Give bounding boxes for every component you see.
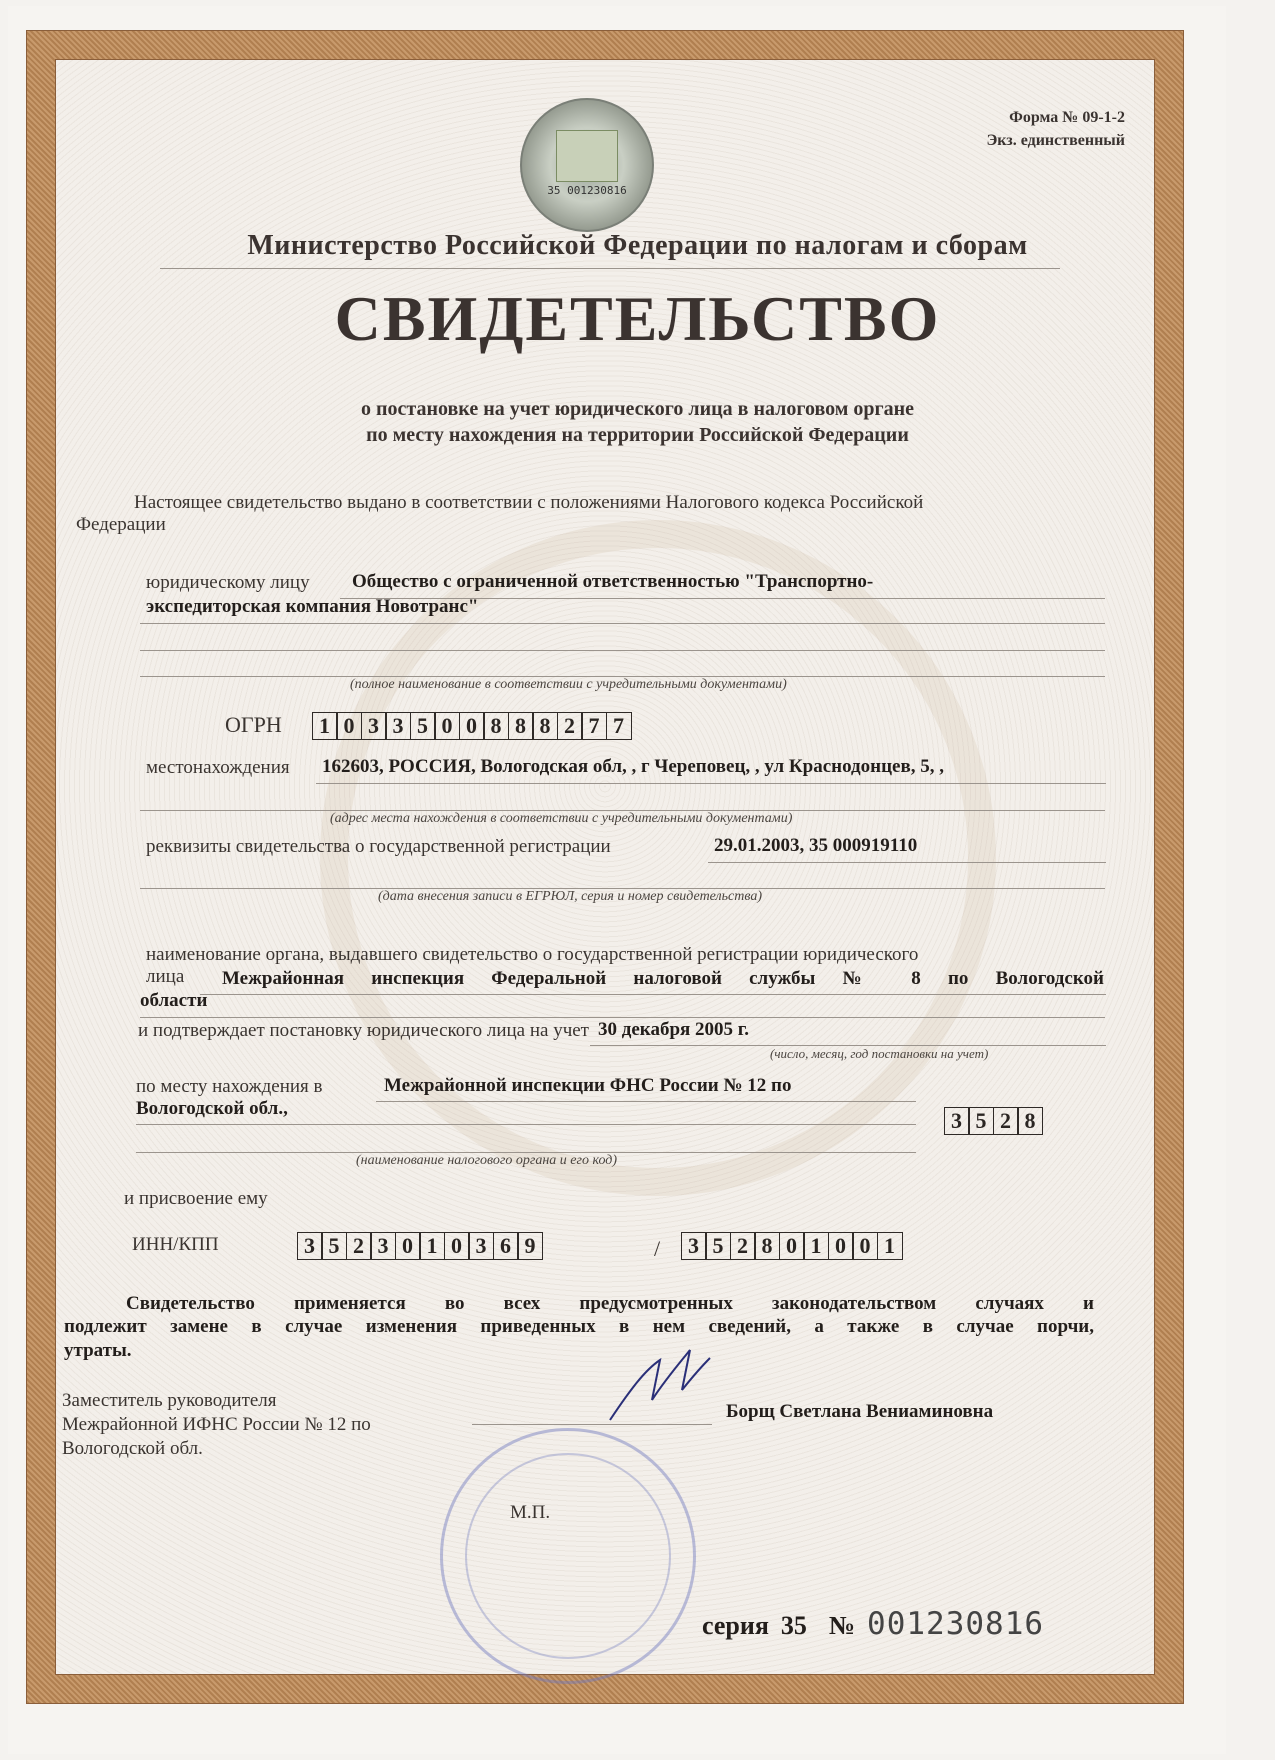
inn-digit-7: 3 (468, 1232, 494, 1260)
tax-office-hint: (наименование налогового органа и его код) (356, 1153, 618, 1168)
ogrn-digit-8: 8 (508, 712, 534, 740)
kpp-digit-5: 1 (803, 1232, 829, 1260)
ministry-name: Министерство Российской Федерации по налогам и сборам (247, 230, 1028, 261)
ogrn-digit-10: 2 (557, 712, 583, 740)
ministry-underline (160, 268, 1060, 269)
hologram-image (556, 130, 618, 182)
ogrn-digit-4: 5 (410, 712, 436, 740)
kpp-digit-7: 0 (852, 1232, 878, 1260)
tax-office-code (945, 1107, 1043, 1135)
tax-office-line-2 (136, 1124, 916, 1125)
kpp-digits (682, 1232, 903, 1260)
inn-digit-2: 2 (346, 1232, 372, 1260)
ogrn-digit-5: 0 (434, 712, 460, 740)
registration-hint: (дата внесения записи в ЕГРЮЛ, серия и номер свидетельства) (378, 889, 762, 904)
inn-digit-1: 5 (321, 1232, 347, 1260)
kpp-digit-2: 2 (730, 1232, 756, 1260)
tax-office-value-2: Вологодской обл., (136, 1098, 288, 1119)
tax-registration-label: и подтверждает постановку юридического лица на учет (138, 1020, 589, 1041)
tax-office-code-digit-0: 3 (944, 1107, 970, 1135)
notice-line-1: Свидетельство применяется во всех предусмотренных законодательством случаях и (126, 1293, 1094, 1314)
tax-office-line-1 (376, 1101, 916, 1102)
entity-name-line-1: Общество с ограниченной ответственностью "Транспортно- (352, 571, 874, 592)
issuing-body-line-1 (200, 994, 1106, 995)
signatory-position-2: Межрайонной ИФНС России № 12 по (62, 1414, 371, 1435)
signatory-position-1: Заместитель руководителя (62, 1390, 277, 1411)
intro-line-1: Настоящее свидетельство выдано в соответствии с положениями Налогового кодекса Российской (134, 492, 924, 513)
ogrn-digits (313, 712, 632, 740)
copy-note: Экз. единственный (986, 132, 1125, 149)
inn-digit-9: 9 (517, 1232, 543, 1260)
inn-digit-4: 0 (395, 1232, 421, 1260)
issuing-body-label-2: лица (146, 966, 185, 987)
ogrn-digit-12: 7 (606, 712, 632, 740)
tax-office-code-digit-2: 2 (993, 1107, 1019, 1135)
location-value: 162603, РОССИЯ, Вологодская обл, , г Череповец, , ул Краснодонцев, 5, , (322, 756, 944, 777)
tax-office-value-1: Межрайонной инспекции ФНС России № 12 по (384, 1075, 792, 1096)
tax-registration-hint: (число, месяц, год постановки на учет) (770, 1046, 989, 1061)
series-number: 35 (780, 1611, 807, 1640)
signature (590, 1340, 720, 1430)
kpp-digit-6: 0 (828, 1232, 854, 1260)
ogrn-label: ОГРН (225, 712, 282, 737)
inn-digits (298, 1232, 543, 1260)
registration-value: 29.01.2003, 35 000919110 (714, 835, 918, 856)
issuing-body-label-1: наименование органа, выдавшего свидетельство о государственной регистрации юридического (146, 944, 919, 965)
series-label: серия (702, 1611, 769, 1640)
form-number-block (986, 106, 1125, 152)
inn-digit-5: 1 (419, 1232, 445, 1260)
tax-office-label: по месту нахождения в (136, 1076, 323, 1097)
kpp-digit-4: 0 (779, 1232, 805, 1260)
intro-line-2: Федерации (76, 514, 166, 535)
location-line-1 (316, 783, 1106, 784)
ogrn-digit-9: 8 (532, 712, 558, 740)
inn-digit-8: 6 (493, 1232, 519, 1260)
notice-line-2: подлежит замене в случае изменения приведенных в нем сведений, а также в случае порчи, (64, 1316, 1094, 1337)
entity-label: юридическому лицу (146, 572, 310, 593)
tax-registration-date: 30 декабря 2005 г. (598, 1019, 750, 1040)
subtitle-line-1: о постановке на учет юридического лица в налоговом органе (361, 398, 914, 420)
ogrn-digit-7: 8 (483, 712, 509, 740)
issuing-body-line-2 (140, 1017, 1105, 1018)
subtitle-line-2: по месту нахождения на территории Российской Федерации (366, 424, 909, 446)
tax-office-code-digit-3: 8 (1017, 1107, 1043, 1135)
entity-line-3 (140, 650, 1105, 651)
inn-digit-3: 3 (370, 1232, 396, 1260)
location-label: местонахождения (146, 757, 290, 778)
document-title: СВИДЕТЕЛЬСТВО (334, 283, 941, 354)
hologram-seal (520, 98, 654, 232)
ogrn-digit-6: 0 (459, 712, 485, 740)
inn-digit-0: 3 (297, 1232, 323, 1260)
location-hint: (адрес места нахождения в соответствии с учредительными документами) (330, 811, 793, 826)
certificate-number: 001230816 (867, 1606, 1045, 1642)
stamp-place: М.П. (510, 1502, 551, 1523)
official-stamp (440, 1428, 696, 1684)
assignment-label: и присвоение ему (124, 1188, 268, 1209)
inn-kpp-label: ИНН/КПП (132, 1234, 219, 1255)
inn-kpp-separator: / (654, 1236, 661, 1261)
kpp-digit-3: 8 (754, 1232, 780, 1260)
kpp-digit-1: 5 (705, 1232, 731, 1260)
kpp-digit-0: 3 (681, 1232, 707, 1260)
ogrn-digit-11: 7 (581, 712, 607, 740)
ogrn-digit-1: 0 (336, 712, 362, 740)
registration-line-1 (708, 862, 1106, 863)
signatory-name: Борщ Светлана Вениаминовна (726, 1401, 994, 1422)
registration-label: реквизиты свидетельства о государственной регистрации (146, 836, 611, 857)
ogrn-digit-3: 3 (385, 712, 411, 740)
ogrn-digit-2: 3 (361, 712, 387, 740)
number-sign: № (828, 1611, 856, 1640)
issuing-body-value-1: Межрайонная инспекция Федеральной налоговой службы № 8 по Вологодской (222, 968, 1104, 989)
ogrn-digit-0: 1 (312, 712, 338, 740)
form-number: Форма № 09-1-2 (1009, 109, 1125, 126)
document-subtitle (0, 396, 1275, 448)
inn-digit-6: 0 (444, 1232, 470, 1260)
signatory-position-3: Вологодской обл. (62, 1438, 203, 1459)
entity-hint: (полное наименование в соответствии с учредительными документами) (350, 677, 787, 692)
entity-name-line-2: экспедиторская компания Новотранс" (146, 596, 479, 617)
hologram-number: 35 001230816 (547, 184, 627, 197)
entity-line-2 (140, 623, 1105, 624)
kpp-digit-8: 1 (877, 1232, 903, 1260)
series-block (702, 1606, 1044, 1642)
tax-office-code-digit-1: 5 (968, 1107, 994, 1135)
issuing-body-value-2: области (140, 990, 208, 1011)
notice-line-3: утраты. (64, 1340, 132, 1361)
